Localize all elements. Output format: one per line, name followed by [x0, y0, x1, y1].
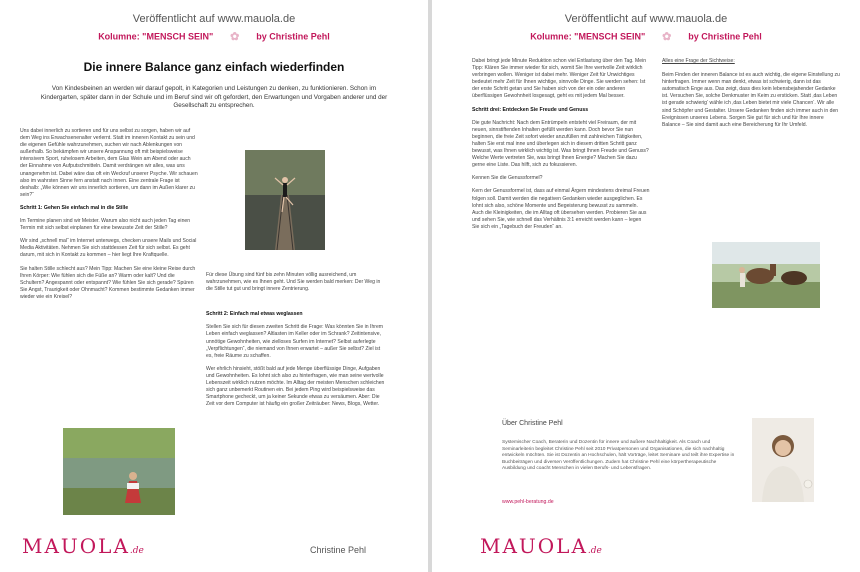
kolumne-line: [432, 31, 860, 43]
left-page: [0, 0, 428, 572]
footer-author-name: Christine Pehl: [310, 545, 367, 555]
step3-paragraph-1: Die gute Nachricht: Nach dem Entrümpeln entsteht viel Freiraum, der mit neuen, sinnstiftenden Inhalten gefüllt werden kann. Doch bevor Sie nun beginnen, die freie Zeit sofort wieder anzufüllen mit zahlreichen Tätigkeiten, halten Sie erst mal inne und überlegen sich in diesem dritten Schritt ganz bewusst, was Ihnen wirklich wichtig ist. Was bringt Ihnen Freude und Genuss? Welche Werte vertreten Sie, was bringt Ihnen Energie? Machen Sie dazu gerne eine Liste. Das hilft, sich zu fokussieren.: [472, 119, 649, 169]
photo-dancer-on-tracks: [245, 150, 325, 250]
perspective-heading: Alles eine Frage der Sichtweise:: [662, 58, 735, 64]
photo-woman-by-water: [63, 428, 175, 515]
perspective-paragraph: Beim Finden der inneren Balance ist es auch wichtig, die eigene Einstellung zu hinterfragen. Immer wenn man denkt, etwas ist schwierig, dann ist das automatisch Enge aus. Das zeigt, dass dies kein lebensbejahender Gedanke ist. Versuchen Sie, solche Denkmuster im Keim zu ersticken. Statt ‚das Leben ist gerade schwierig‘ wähle ich ‚das Leben bietet mir viele Chancen‘. Wir alle sind Schöpfer und Gestalter. Unsere Gedanken finden sich immer auch in den Ereignissen unseres Lebens. Sorgen Sie gut für sich und für Ihre innere Balance – Sie sind damit auch eine Bereicherung für Ihr Umfeld.: [662, 72, 840, 128]
photo-woman-with-horses: [712, 242, 820, 308]
published-header: Veröffentlicht auf www.mauola.de: [132, 13, 296, 25]
kolumne-author: by Christine Pehl: [688, 31, 762, 42]
author-bio: Systemischer Coach, Beraterin und Dozentin für innere und äußere Nachhaltigkeit. Als Coach und Seminarleiterin begleitet Christine Pehl seit 2010 Privatpersonen und Organisationen, die sich nachhaltig entwickeln möchten. Sie ist Dozentin an Hochschulen, hält Vorträge, leitet Seminare und teilt ihre Expertise in Buchbeiträgen und diversen Veröffentlichungen. Zudem hat Christine Pehl eine körpertherapeutische Ausbildung und coacht Menschen in vielen Berufs- und Lebensfragen.: [502, 440, 735, 472]
logo-text: MAUOLA: [480, 534, 588, 558]
logo-suffix: .de: [129, 546, 144, 556]
mauola-logo: [480, 534, 602, 558]
col1-paragraph-1: Dabei bringt jede Minute Reduktion schon viel Entlastung über den Tag. Mein Tipp: Klären Sie immer wieder für sich, womit Sie Ihre wertvolle Zeit wirklich verbringen wollen. Weniger ist dabei mehr. Weniger Zeit für Unwichtiges bedeutet mehr Zeit für Ihnen wichtige, sinnvolle Dinge. Sie werden sehen: Ist der erste Schritt getan und Sie haben sich von der ein oder anderen überflüssigen Gewohnheit losgesagt, geht es mit jedem Mal besser.: [472, 58, 647, 100]
col2-paragraph-1: Für diese Übung sind fünf bis zehn Minuten völlig ausreichend, um wahrzunehmen, wie es Ihnen geht. Und Sie werden bald merken: Der Weg in die Stille tut gut und bringt innere Zentrierung.: [206, 272, 381, 293]
logo-text: MAUOLA: [22, 534, 130, 558]
step2-heading: Schritt 2: Einfach mal etwas weglassen: [206, 311, 303, 318]
step2-paragraph-2: Wer ehrlich hinsieht, stößt bald auf jede Menge überflüssige Dinge, Aufgaben und Gewohnheiten. Es lohnt sich also zu hinterfragen, wie man seine wertvolle Lebenszeit wirklich nutzen möchte. Im Alltag der meisten Menschen schleichen sich ganz unbemerkt Routinen ein. Bei jedem Ping wird beispielsweise das Smartphone gecheckt, um ja keiner Sekunde etwas zu versäumen. Aber: Die Zeit vor dem Computer ist häufig ein großer Zeiträuber: News, Blogs, Wetter.: [206, 365, 385, 408]
kolumne-label: Kolumne: "MENSCH SEIN": [98, 31, 214, 42]
step2-paragraph-1: Stellen Sie sich für diesen zweiten Schritt die Frage: Was könnten Sie in Ihrem Leben einfach weglassen? Altlasten im Keller oder im Schrank? Zeitintensive, unnötige Gewohnheiten, wie zielloses Surfen im Internet? Selbst auferlegte „Verpflichtungen“, die niemand von Ihnen erwartet – außer Sie selbst? Ziel ist es, freie Räume zu schaffen.: [206, 324, 384, 359]
step1-paragraph-2: Wir sind „schnell mal“ im Internet unterwegs, checken unsere Mails und Social Media Aktivitäten. Nehmen Sie sich stattdessen Zeit für sich selbst. Es geht darum, mit sich in Kontakt zu kommen – hier liegt Ihre Kraftquelle.: [20, 238, 197, 259]
kolumne-line: [0, 31, 428, 43]
flower-icon: ✿: [662, 31, 672, 43]
step3-paragraph-3: Kern der Genussformel ist, dass auf einmal Ärgern mindestens dreimal Freuen folgen soll. Damit werden die negativen Gedanken wieder ausgeglichen. Es lohnt sich also, schöne Momente und Begeisterung bewusst zu sammeln. Auch die Kleinigkeiten, die im Alltag oft übersehen werden. Probieren Sie aus und sehen Sie, wie schnell das Verhältnis 3:1 erreicht werden kann – legen Sie sich ein „Tagebuch der Freuden“ an.: [472, 188, 650, 230]
right-page: [432, 0, 860, 572]
logo-suffix: .de: [587, 546, 602, 556]
author-box: [492, 410, 824, 514]
kolumne-label: Kolumne: "MENSCH SEIN": [530, 31, 646, 42]
step3-paragraph-2: Kennen Sie die Genussformel?: [472, 175, 543, 182]
author-box-title: Über Christine Pehl: [502, 420, 563, 427]
step1-heading: Schritt 1: Gehen Sie einfach mal in die Stille: [20, 204, 129, 211]
step1-paragraph-1: Im Termine planen sind wir Meister. Warum also nicht auch jeden Tag einen Termin mit sich selbst einplanen für eine bewusste Zeit der Stille?: [20, 218, 191, 232]
author-website-link[interactable]: www.pehl-beratung.de: [502, 499, 554, 505]
right-column-1: [472, 58, 650, 237]
left-column-1: [20, 128, 198, 307]
step1-paragraph-3: Sie halten Stille schlecht aus? Mein Tipp: Machen Sie eine kleine Reise durch Ihren Körper: Wie fühlen sich die Füße an? Warm oder kalt? Und die Schultern? Angespannt oder entspannt? Wie fühlen Sie sich gerade? Spüren Sie Angst, Traurigkeit oder Ohnmacht? Kommen bestimmte Gedanken immer wieder wie ein Kreisel?: [20, 265, 196, 300]
author-portrait: [752, 418, 814, 502]
left-column-2: [206, 272, 386, 414]
published-header: Veröffentlicht auf www.mauola.de: [564, 13, 728, 25]
flower-icon: ✿: [230, 31, 240, 43]
kolumne-author: by Christine Pehl: [256, 31, 330, 42]
step3-heading: Schritt drei: Entdecken Sie Freude und Genuss: [472, 106, 589, 113]
article-headline: Die innere Balance ganz einfach wiederfinden: [83, 60, 345, 74]
intro-paragraph: Uns dabei innerlich zu sortieren und für uns selbst zu sorgen, haben wir auf dem Weg ins Erwachsenenalter verlernt. Statt im inneren Kontakt zu sein und die eigenen Gefühle wahrzunehmen, suchen wir nach Ablenkungen von außerhalb. So bekämpfen wir unsere Anspannung oft mit beispielsweise intensivem Sport, ruhelosem Arbeiten, dem Glas Wein am Abend oder auch der Einnahme von Aufputschmitteln. Damit verdrängen wir alles, was uns unangenehm ist. Dabei wäre das oft ein Weckruf unserer Psyche. Wir schauen also im wahrsten Sinne fern anstatt nach innen. Eine zentrale Frage ist deshalb: „Wie können wir uns innerlich sortieren, um dann im Außen klarer zu sein?“: [20, 128, 198, 198]
article-lead: Von Kindesbeinen an werden wir darauf gepolt, in Kategorien und Leistungen zu denken, zu funktionieren. Schon im Kindergarten, später dann in der Schule und im Beruf sind wir oft gefordert, den Erwartungen und Vorgaben anderer und der Gesellschaft zu entsprechen.: [40, 85, 388, 110]
right-column-2: [662, 58, 840, 135]
mauola-logo: [22, 534, 144, 558]
